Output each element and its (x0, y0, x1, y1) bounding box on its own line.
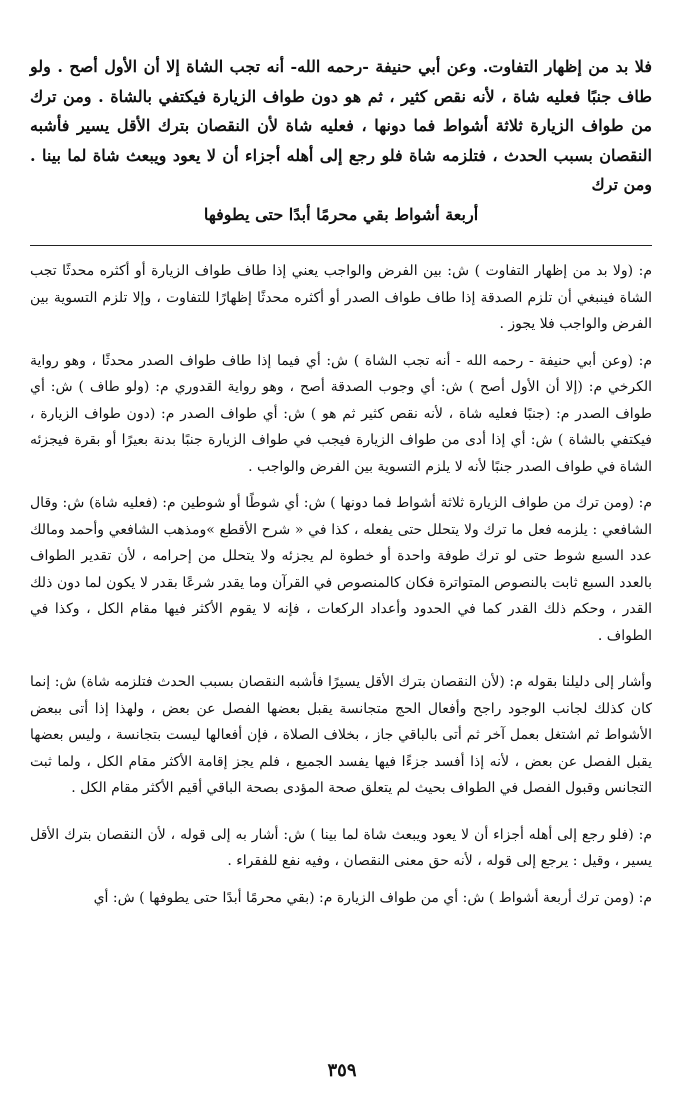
matn-paragraph: فلا بد من إظهار التفاوت. وعن أبي حنيفة -رحمه الله- أنه تجب الشاة إلا أن الأول أصح . ولو طاف جنبًا فعليه شاة ، لأنه نقص كثير ، ثم هو دون طواف الزيارة فيكتفي بالشاة . ومن ترك من طواف الزيارة ثلاثة أشواط فما دونها ، فعليه شاة لأن النقصان بترك الأقل يسير فأشبه النقصان بسبب الحدث ، فتلزمه شاة فلو رجع إلى أهله أجزاء أن لا يعود ويبعث شاة لما بينا . ومن ترك (30, 57, 652, 194)
separator-rule (30, 245, 652, 246)
sharh-paragraph: م: (ومن ترك أربعة أشواط ) ش: أي من طواف الزيارة م: (بقي محرمًا أبدًا حتى يطوفها ) ش: أي (93, 889, 652, 906)
sharh-commentary-block (30, 258, 652, 921)
sharh-paragraph: وأشار إلى دليلنا بقوله م: (لأن النقصان بترك الأقل يسيرًا فأشبه النقصان بسبب الحدث فتلزمه شاة) ش: إنما كان كذلك لجانب الوجود راجح وأفعال الحج متجانسة يقبل بعضها الفصل عن بعض ، ولهذا إذا أتى ببعض الأشواط ثم اشتغل بعمل آخر ثم أتى بالباقي جاز ، بخلاف الصلاة ، فإن أفعالها ليست بتجانسة ، وليس بعضها يقبل الفصل عن بعض ، لأنه إذا أفسد جزءًا فيها يفسد الجميع ، فلم يجز إقامة الأكثر مقام الكل ، ولما ثبت التجانس وقبول الفصل في الطواف بحيث لم يتعلق صحة المؤدى بصحة الباقي أقيم الأكثر مقام الكل . (30, 674, 652, 796)
matn-last-line: أربعة أشواط بقي محرمًا أبدًا حتى يطوفها (203, 204, 479, 224)
sharh-paragraph: م: (ولا بد من إظهار التفاوت ) ش: بين الفرض والواجب يعني إذا طاف طواف الزيارة أو أكثره محدثًا تجب الشاة فينبغي أن تلزم الصدقة إذا طاف طواف الصدر أو أكثره محدثًا إظهارًا للتفاوت ، وإلا تلزم التسوية بين الفرض والواجب فلا يجوز . (30, 263, 652, 332)
sharh-paragraph: م: (وعن أبي حنيفة - رحمه الله - أنه تجب الشاة ) ش: أي فيما إذا طاف طواف الصدر محدثًا ، وهو رواية الكرخي م: (إلا أن الأول أصح ) ش: أي وجوب الصدقة أصح ، وهو رواية القدوري م: (ولو طاف ) ش: أي طواف الصدر م: (جنبًا فعليه شاة ، لأنه نقص كثير ثم هو ) ش: أي طواف الصدر م: (دون طواف الزيارة ، فيكتفي بالشاة ) ش: أي إذا أدى من طواف الزيارة فيجب في طواف الزيارة جنبًا بدنة بعيرًا أو بقرة فيجزئه الشاة في طواف الصدر جنبًا لأنه لا يلزم التسوية بين الفرض والواجب . (30, 352, 652, 475)
page-number: ٣٥٩ (327, 1060, 357, 1081)
sharh-paragraph: م: (فلو رجع إلى أهله أجزاء أن لا يعود ويبعث شاة لما بينا ) ش: أشار به إلى قوله ، لأن النقصان بترك الأقل يسير ، وقيل : يرجع إلى قوله ، لأنه حق معنى النقصان ، وفيه نفع للفقراء . (30, 826, 652, 869)
matn-text-block (30, 52, 652, 229)
sharh-paragraph: م: (ومن ترك من طواف الزيارة ثلاثة أشواط فما دونها ) ش: أي شوطًا أو شوطين م: (فعليه شاة) ش: وقال الشافعي : يلزمه فعل ما ترك ولا يتحلل حتى يفعله ، كذا في « شرح الأقطع »ومذهب الشافعي وأحمد ومالك عدد السبع شوط حتى لو ترك طوفة واحدة أو خطوة لم يجزئه ولا يتحلل من إحرامه ، لأن تقدير الطواف بالعدد السبع ثابت بالنصوص المتواترة فكان كالمنصوص في القرآن وما يقدر شرعًا بقدر لا يكون لما دون ذلك القدر ، وحكم ذلك القدر كما في الحدود وأعداد الركعات ، فإنه لا يقوم الأكثر فيها مقام الكل ، وكذا في الطواف . (30, 495, 652, 644)
